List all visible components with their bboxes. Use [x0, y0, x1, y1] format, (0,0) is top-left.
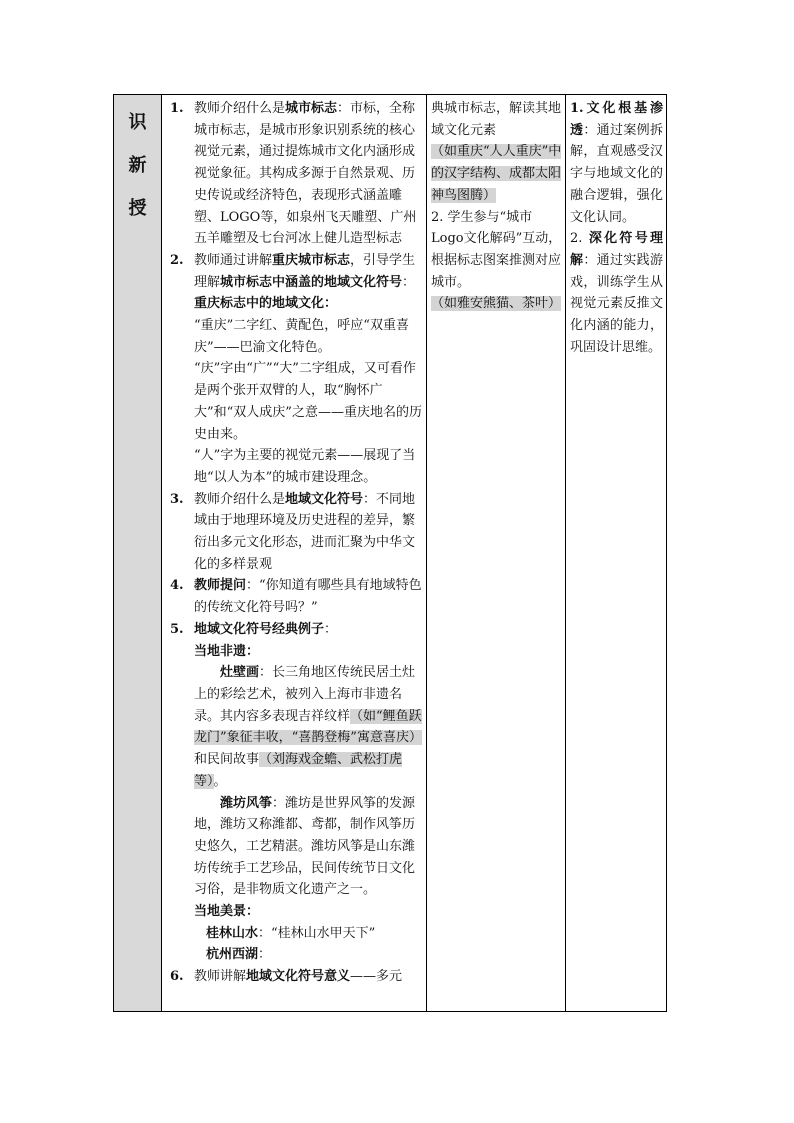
paragraph: 潍坊风筝：潍坊是世界风筝的发源地，潍坊又称潍都、鸢都，制作风筝历史悠久，工艺精湛。潍坊风筝是山东潍坊传统手工艺珍品，民间传统节日文化习俗，是非物质文化遗产之一。	[194, 795, 416, 898]
subheading: 当地美景：	[194, 904, 260, 920]
list-item: 2. 教师通过讲解重庆城市标志，引导学生理解城市标志中涵盖的地域文化符号：	[170, 252, 416, 290]
teacher-activity-cell	[162, 95, 427, 1012]
paragraph: “人”字为主要的视觉元素——展现了当地“以人为本”的城市建设理念。	[194, 448, 416, 485]
list-item: 4. 教师提问：“你知道有哪些具有地域特色的传统文化符号吗？”	[170, 578, 422, 616]
paragraph: 灶壁画：长三角地区传统民居土灶上的彩绘艺术，被列入上海市非遗名录。其内容多表现吉祥纹样（如“鲤鱼跃龙门”象征丰收，“喜鹊登梅”寓意喜庆）和民间故事（刘海戏金蟾、武松打虎等）。	[194, 665, 422, 789]
paragraph	[431, 293, 562, 315]
table-row	[114, 95, 667, 1012]
list-item: 6. 教师讲解地域文化符号意义——多元	[170, 969, 403, 985]
paragraph: 1.文化根基渗透：通过案例拆解，直观感受汉字与地域文化的融合逻辑，强化文化认同。	[570, 101, 663, 225]
design-intent-cell	[566, 95, 667, 1012]
paragraph: “重庆”二字红、黄配色，呼应“双重喜庆”——巴渝文化特色。	[194, 318, 409, 355]
list-item: 1. 教师介绍什么是城市标志：市标，全称城市标志，是城市形象识别系统的核心视觉元素，通过提炼城市文化内涵形成视觉象征。其构成多源于自然景观、历史传说或经济特色，表现形式涵盖雕塑、LOGO等，如泉州飞天雕塑、广州五羊雕塑及七台河冰上健儿造型标志	[170, 101, 417, 247]
student-activity-cell	[427, 95, 566, 1012]
list-item: 3. 教师介绍什么是地域文化符号：不同地域由于地理环境及历史进程的差异，繁衍出多元文化形态，进而汇聚为中华文化的多样景观	[170, 491, 416, 572]
stage-cell	[114, 95, 162, 1012]
paragraph: 典城市标志，解读其地域文化元素	[431, 101, 562, 138]
paragraph: 2. 深化符号理解：通过实践游戏，训练学生从视觉元素反推文化内涵的能力，巩固设计思维。	[570, 231, 663, 355]
highlight: （如重庆“人人重庆”中的汉字结构、成都太阳神鸟图腾）	[431, 144, 562, 203]
stage-label: 识新授	[128, 112, 147, 219]
paragraph: 杭州西湖：	[206, 947, 272, 963]
subheading: 当地非遗：	[194, 643, 260, 659]
highlight: （如雅安熊猫、茶叶）	[431, 296, 562, 312]
paragraph: 桂林山水：“桂林山水甲天下”	[206, 925, 376, 941]
paragraph: 2. 学生参与“城市Logo文化解码”互动，根据标志图案推测对应城市。	[431, 209, 562, 290]
highlight: （刘海戏金蟾、武松打虎等）	[194, 752, 403, 789]
highlight: （如“鲤鱼跃龙门”象征丰收，“喜鹊登梅”寓意喜庆）	[194, 708, 422, 746]
paragraph	[431, 141, 562, 206]
lesson-plan-table	[113, 94, 667, 1012]
list-item: 5. 地域文化符号经典例子：	[170, 621, 338, 637]
paragraph: “庆”字由“广”“大”二字组成，又可看作是两个张开双臂的人，取“胸怀广大”和“双人成庆”之意——重庆地名的历史由来。	[194, 361, 422, 442]
subheading: 重庆标志中的地域文化：	[194, 296, 338, 312]
